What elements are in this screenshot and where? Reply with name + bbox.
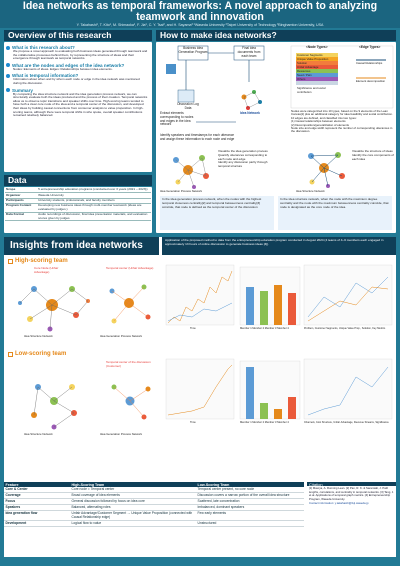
- high-speaker-bars: [240, 267, 300, 325]
- high-structure-caption: Idea Structure Network: [24, 334, 53, 338]
- high-time-caption: Time: [190, 327, 196, 330]
- low-time-caption: Time: [190, 421, 196, 424]
- high-bar-caption: Member 1 Member 2 Member 3 Member 4: [240, 327, 289, 330]
- structure-network-graph: [308, 152, 345, 188]
- core-node-annotation: Core Node (Unfair Advantage): [34, 266, 59, 274]
- method-notes: Nodes were categorized into 10 types, based on the 9 elements of the Lean Canvas[1] plus an additional category for idea feasibility and social contribution. 10 edges are defined, and classified into two types: (1) Causal relationships between elements (2) Decomposition/generalization of elements Node size and edge width represent the number of corresponding utterances in the discussion.: [291, 109, 393, 134]
- bullet-icon: [6, 46, 10, 50]
- table-header-row: Feature High-Scoring Team Low-Scoring Team: [4, 482, 304, 487]
- log-data-label: Discussion Log Data: [177, 102, 199, 110]
- high-process-caption: Idea Generation Process Network: [100, 334, 142, 338]
- idea-network-label: Idea Network: [240, 111, 260, 115]
- data-table: [5, 188, 151, 221]
- author-list: Y. Takahashi¹, T. Kito¹, M. Shimaoka¹, F. Jia¹, C. Y. Tsai², and H. Sayama³ ¹Waseda University ²Taipei University of Technology ³Binghamton University, USA: [76, 23, 324, 27]
- bullet-icon: [6, 63, 10, 67]
- poster-header: [0, 0, 400, 28]
- table-row: Program Content Developing new business ideas through multi-member teamwork (ideas are evaluated by judges.): [5, 203, 151, 212]
- structure-network-caption: Idea Structure Network: [296, 189, 325, 193]
- overview-answer-3: Information about when and by whom each node or edge in the idea network was mentioned during the discussion.: [13, 77, 140, 85]
- idea-network-icon: [242, 90, 263, 110]
- table-row: Focus General discussion followed by focus on idea core Scattered, late concentration: [4, 499, 304, 505]
- insights-description: Application of the proposed method to data from the entrepreneurship education program conducted in August 2024 (4 teams of 4–6 members each engaged in approximately 13 hours of online discussion to generate business ideas [4]).: [162, 237, 396, 255]
- data-panel: [4, 187, 152, 233]
- overview-question-4: Summary: [6, 88, 150, 93]
- table-row: Coverage Broad coverage of idea elements Discussion covers a narrow portion of the overall idea structure: [4, 493, 304, 499]
- overview-question-2: What are the nodes and edges of the idea network?: [6, 63, 150, 68]
- high-process-network: [110, 285, 151, 324]
- contact-link[interactable]: Contact information: y.takahashi@fuji.waseda.jp: [309, 501, 369, 506]
- edge-type-causal: Causal Relationships: [356, 61, 383, 65]
- howto-heading: How to make idea networks?: [156, 30, 396, 41]
- low-process-network: [112, 385, 151, 420]
- high-timeline-chart: [166, 265, 234, 325]
- bullet-icon: [6, 88, 10, 92]
- table-row: Core & Center Core node = Temporal center Temporal center present, no core node: [4, 487, 304, 492]
- howto-panel: [156, 42, 396, 233]
- overview-question-1: What is this research about?: [6, 45, 150, 50]
- low-team-heading: Low-scoring team: [8, 351, 66, 357]
- extract-step: Extract elements corresponding to nodes and edges in the idea network: [160, 111, 194, 127]
- structure-definition: In the idea structure network, when the node with the maximum degree centrality and the node with the maximum betweenness centrality coincide, that node is designated as the core node of the idea.: [280, 197, 389, 209]
- overview-question-3: What is temporal information?: [6, 73, 150, 78]
- overview-panel: [4, 42, 152, 172]
- people-icon: [166, 64, 176, 74]
- low-process-caption: Idea Generation Process Network: [100, 432, 142, 436]
- poster-title: Idea networks as temporal frameworks: A novel approach to analyzing teamwork and innovation: [22, 0, 378, 23]
- high-member-timeline: [304, 265, 392, 325]
- temporal-center-annotation: Temporal center (Unfair Advantage): [106, 266, 154, 270]
- high-team-heading: High-scoring team: [8, 258, 68, 264]
- overview-answer-4: By comparing the idea structure network and the idea generation process network, we can structurally evaluate both the ideas produced and the process of their creation. Temporal networks allow us to observe topic transitions and speaker shifts over time. High-scoring teams tended to have both a clear core node of the idea and a temporal center of the discussion, and developed their ideas by building causal connections from consumer analysis to value proposition. In high-scoring teams, although there were temporal shifts in who spoke, overall speaker contributions remained relatively balanced.: [13, 91, 148, 118]
- low-structure-caption: Idea Structure Network: [24, 432, 53, 436]
- table-row: Idea generation flow Unfair Advantage/Customer Segment → Unique Value Proposition (connected with Causal Relationship edge) Few early elements: [4, 511, 304, 521]
- low-structure-network: [31, 384, 77, 430]
- program-label: Business idea Generation Program: [178, 46, 208, 54]
- table-row: Organizer Waseda University: [5, 193, 151, 198]
- node-type-list: Customer Segments Unique Value Proposition Solution Unfair Advantage Resources Need / Pain Others: [297, 53, 329, 81]
- feature-comparison-table: [4, 482, 304, 527]
- edge-types-title: <Edge Types>: [359, 45, 381, 49]
- process-network-graph: [173, 155, 209, 189]
- table-row: Scope 5 entrepreneurship education programs (conducted over 3 years (2021 – 2023)): [5, 188, 151, 193]
- table-row: Participants University students, professionals, and faculty members: [5, 198, 151, 203]
- overview-heading: Overview of this research: [4, 30, 152, 41]
- low-temporal-center-annotation: Temporal center of the discussion (Customer): [106, 360, 151, 368]
- bullet-icon: [6, 74, 10, 78]
- process-points: Visualize the idea generation process Quantify utterances corresponding to each node and edge Identify any discussion partly through temporal structure: [218, 149, 268, 169]
- node-types-title: <Node Types>: [306, 45, 328, 49]
- citation-panel: [307, 482, 396, 557]
- assign-step: Identify speakers and timestamps for each utterance and assign these information to each node and edge: [160, 133, 235, 141]
- citation-text: [1] Maurya, A. Running Lean. [2] Pan, R. K. & Saramäki, J. Path lengths, correlations, and centrality in temporal networks. [3] Tang, J. et al. Applications of temporal graph metrics. [4] Entrepreneurship Program, Waseda University.: [309, 486, 394, 501]
- low-chart-legend: Channels, Cost Structure, Unfair Advantage, Revenue Streams, Significance: [304, 421, 389, 424]
- high-chart-legend: Problem, Customer Segments, Unique Value Prop., Solution, Key Metrics: [304, 327, 386, 330]
- high-structure-network: [18, 286, 90, 332]
- edge-type-decomposition: Element decomposition: [356, 79, 386, 83]
- overview-answer-2: Nodes: Elements of ideas. Edges: Relationships between idea elements.: [13, 66, 113, 71]
- data-heading: Data: [4, 175, 152, 186]
- log-data-icon: [178, 90, 194, 102]
- table-row: Development Logical flow to value Unstructured: [4, 520, 304, 526]
- process-definition: In the idea generation process network, when the nodes with the highest temporal closeness centrality[2] and temporal betweenness centrality[3] coincide, that node is defined as the temporal center of the discussion: [162, 197, 262, 209]
- structure-points: Visualize the structure of ideas Identify the core components of each idea: [352, 149, 394, 161]
- significance-label: Significance and social contribution: [297, 86, 326, 94]
- table-row: Data Format Audio recordings of discussion, final idea presentation materials, and evaluation scores given by judges: [5, 212, 151, 221]
- low-speaker-bars: [240, 361, 300, 419]
- citation-heading: Citation: [307, 482, 396, 486]
- low-member-timeline: [304, 359, 392, 419]
- process-network-caption: Idea Generation Process Network: [160, 189, 202, 193]
- overview-answer-1: We propose a novel approach to evaluating both business ideas generated through teamwork and the collaborative processes behind them, by representing the structure of ideas and their emergence through teamwork as temporal networks.: [13, 49, 148, 61]
- low-timeline-chart: [166, 359, 234, 419]
- low-bar-caption: Member 1 Member 2 Member 3 Member 4: [240, 421, 289, 424]
- documents-label: Final idea documents from each team: [237, 46, 261, 58]
- table-row: Speakers Balanced, alternating roles Imbalanced, dominant speakers: [4, 505, 304, 511]
- insights-heading: Insights from idea networks: [4, 237, 159, 255]
